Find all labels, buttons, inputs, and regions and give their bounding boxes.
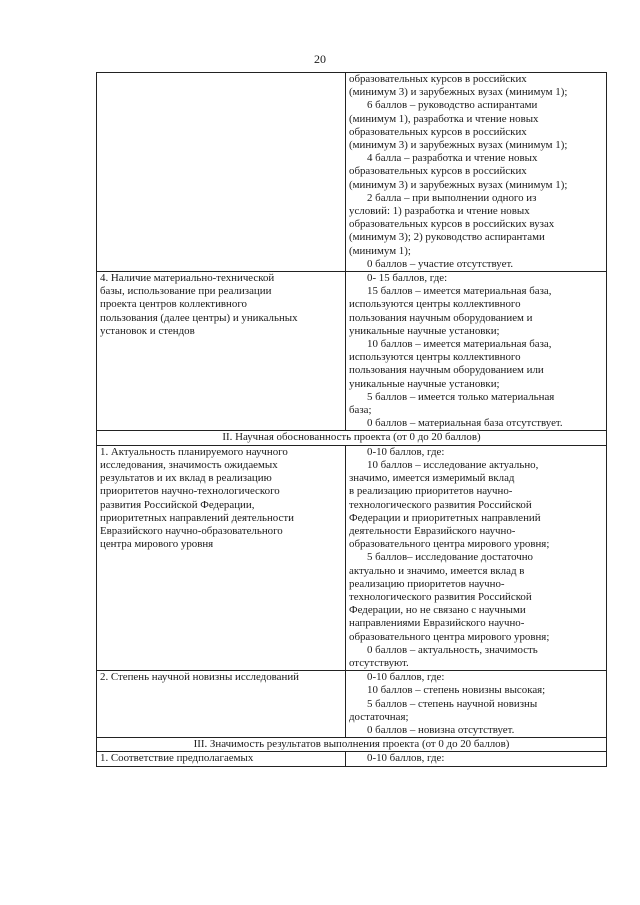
section-title: II. Научная обоснованность проекта (от 0 до 20 баллов)	[97, 431, 607, 445]
scoring-line: 5 баллов – имеется только материальная	[367, 390, 555, 403]
scoring-line: уникальные научные установки;	[349, 324, 500, 337]
scoring-line: 0 баллов – актуальность, значимость	[367, 643, 538, 656]
scoring-line: образовательного центра мирового уровня;	[349, 538, 550, 551]
criterion-name-line: приоритетов научно-технологического	[100, 485, 280, 498]
scoring-line: в реализацию приоритетов научно-	[349, 485, 513, 498]
scoring-line: 0-10 баллов, где:	[367, 752, 445, 765]
scoring-line: технологического развития Российской	[349, 498, 532, 511]
criterion-name-line: 1. Соответствие предполагаемых	[100, 752, 254, 765]
scoring-line: 6 баллов – руководство аспирантами	[367, 99, 538, 112]
scoring-line: 4 балла – разработка и чтение новых	[367, 152, 538, 165]
scoring-line: актуально и значимо, имеется вклад в	[349, 564, 525, 577]
criterion-name-line: приоритетных направлений деятельности	[100, 511, 294, 524]
scoring-line: уникальные научные установки;	[349, 377, 500, 390]
scoring-line: образовательного центра мирового уровня;	[349, 630, 550, 643]
criterion-row	[97, 445, 607, 670]
scoring-line: используются центры коллективного	[349, 351, 521, 364]
criterion-name-line: установок и стендов	[100, 324, 195, 337]
criterion-name-line: базы, использование при реализации	[100, 285, 272, 298]
criterion-name-line: 1. Актуальность планируемого научного	[100, 445, 288, 458]
scoring-line: (минимум 3) и зарубежных вузах (минимум 1);	[349, 86, 568, 99]
scoring-line: реализацию приоритетов научно-	[349, 577, 505, 590]
scoring-line: база;	[349, 404, 372, 417]
criterion-name-cell	[97, 73, 346, 272]
scoring-line: (минимум 1);	[349, 244, 411, 257]
scoring-line: 2 балла – при выполнении одного из	[367, 191, 537, 204]
page-number: 20	[314, 52, 326, 66]
criteria-table	[96, 72, 607, 767]
scoring-line: (минимум 3) и зарубежных вузах (минимум 1);	[349, 139, 568, 152]
criterion-name-cell	[97, 671, 346, 738]
scoring-line: направлениями Евразийского научно-	[349, 617, 525, 630]
scoring-line: 0- 15 баллов, где:	[367, 272, 448, 285]
scoring-cell	[346, 73, 607, 272]
scoring-line: 0-10 баллов, где:	[367, 671, 445, 684]
scoring-line: достаточная;	[349, 710, 409, 723]
scoring-line: 0 баллов – новизна отсутствует.	[367, 723, 515, 736]
scoring-line: значимо, имеется измеримый вклад	[349, 472, 515, 485]
scoring-cell	[346, 671, 607, 738]
criterion-name-line: развития Российской Федерации,	[100, 498, 255, 511]
scoring-line: 5 баллов– исследование достаточно	[367, 551, 533, 564]
scoring-line: 10 баллов – имеется материальная база,	[367, 338, 552, 351]
scoring-line: Федерации и приоритетных направлений	[349, 511, 541, 524]
criterion-name-line: пользования (далее центры) и уникальных	[100, 311, 298, 324]
criterion-name-line: центра мирового уровня	[100, 538, 214, 551]
criterion-name-cell	[97, 445, 346, 670]
section-header-row	[97, 738, 607, 752]
section-title: III. Значимость результатов выполнения проекта (от 0 до 20 баллов)	[97, 738, 607, 752]
criteria-table-body	[97, 73, 607, 767]
scoring-line: (минимум 1), разработка и чтение новых	[349, 112, 539, 125]
section-header-row	[97, 431, 607, 445]
scoring-line: отсутствуют.	[349, 656, 409, 669]
criterion-row	[97, 671, 607, 738]
criterion-name-cell	[97, 272, 346, 431]
scoring-line: образовательных курсов в российских	[349, 73, 527, 85]
criterion-name-line: результатов и их вклад в реализацию	[100, 472, 272, 485]
scoring-line: Федерации, но не связано с научными	[349, 604, 526, 617]
scoring-line: 10 баллов – исследование актуально,	[367, 458, 539, 471]
scoring-cell	[346, 752, 607, 766]
criterion-name-line: проекта центров коллективного	[100, 298, 247, 311]
scoring-line: используются центры коллективного	[349, 298, 521, 311]
scoring-cell	[346, 445, 607, 670]
criterion-name-line: исследования, значимость ожидаемых	[100, 458, 278, 471]
scoring-line: образовательных курсов в российских	[349, 165, 527, 178]
scoring-line: образовательных курсов в российских вузах	[349, 218, 555, 231]
scoring-line: 5 баллов – степень научной новизны	[367, 697, 538, 710]
scoring-line: образовательных курсов в российских	[349, 125, 527, 138]
criterion-row	[97, 73, 607, 272]
criterion-name-line: 4. Наличие материально-технической	[100, 272, 275, 285]
scoring-line: деятельности Евразийского научно-	[349, 524, 516, 537]
criterion-name-cell	[97, 752, 346, 766]
scoring-line: 15 баллов – имеется материальная база,	[367, 285, 552, 298]
scoring-line: 0-10 баллов, где:	[367, 445, 445, 458]
scoring-line: условий: 1) разработка и чтение новых	[349, 205, 530, 218]
criterion-row	[97, 272, 607, 431]
scoring-line: пользования научным оборудованием или	[349, 364, 544, 377]
scoring-line: технологического развития Российской	[349, 590, 532, 603]
scoring-line: (минимум 3) и зарубежных вузах (минимум 1);	[349, 178, 568, 191]
criterion-row	[97, 752, 607, 766]
scoring-line: пользования научным оборудованием и	[349, 311, 533, 324]
criterion-name-line: 2. Степень научной новизны исследований	[100, 671, 299, 684]
criterion-name-line: Евразийского научно-образовательного	[100, 524, 283, 537]
scoring-line: (минимум 3); 2) руководство аспирантами	[349, 231, 545, 244]
scoring-line: 10 баллов – степень новизны высокая;	[367, 684, 546, 697]
scoring-cell	[346, 272, 607, 431]
scoring-line: 0 баллов – участие отсутствует.	[367, 257, 514, 270]
scoring-line: 0 баллов – материальная база отсутствует.	[367, 417, 563, 430]
